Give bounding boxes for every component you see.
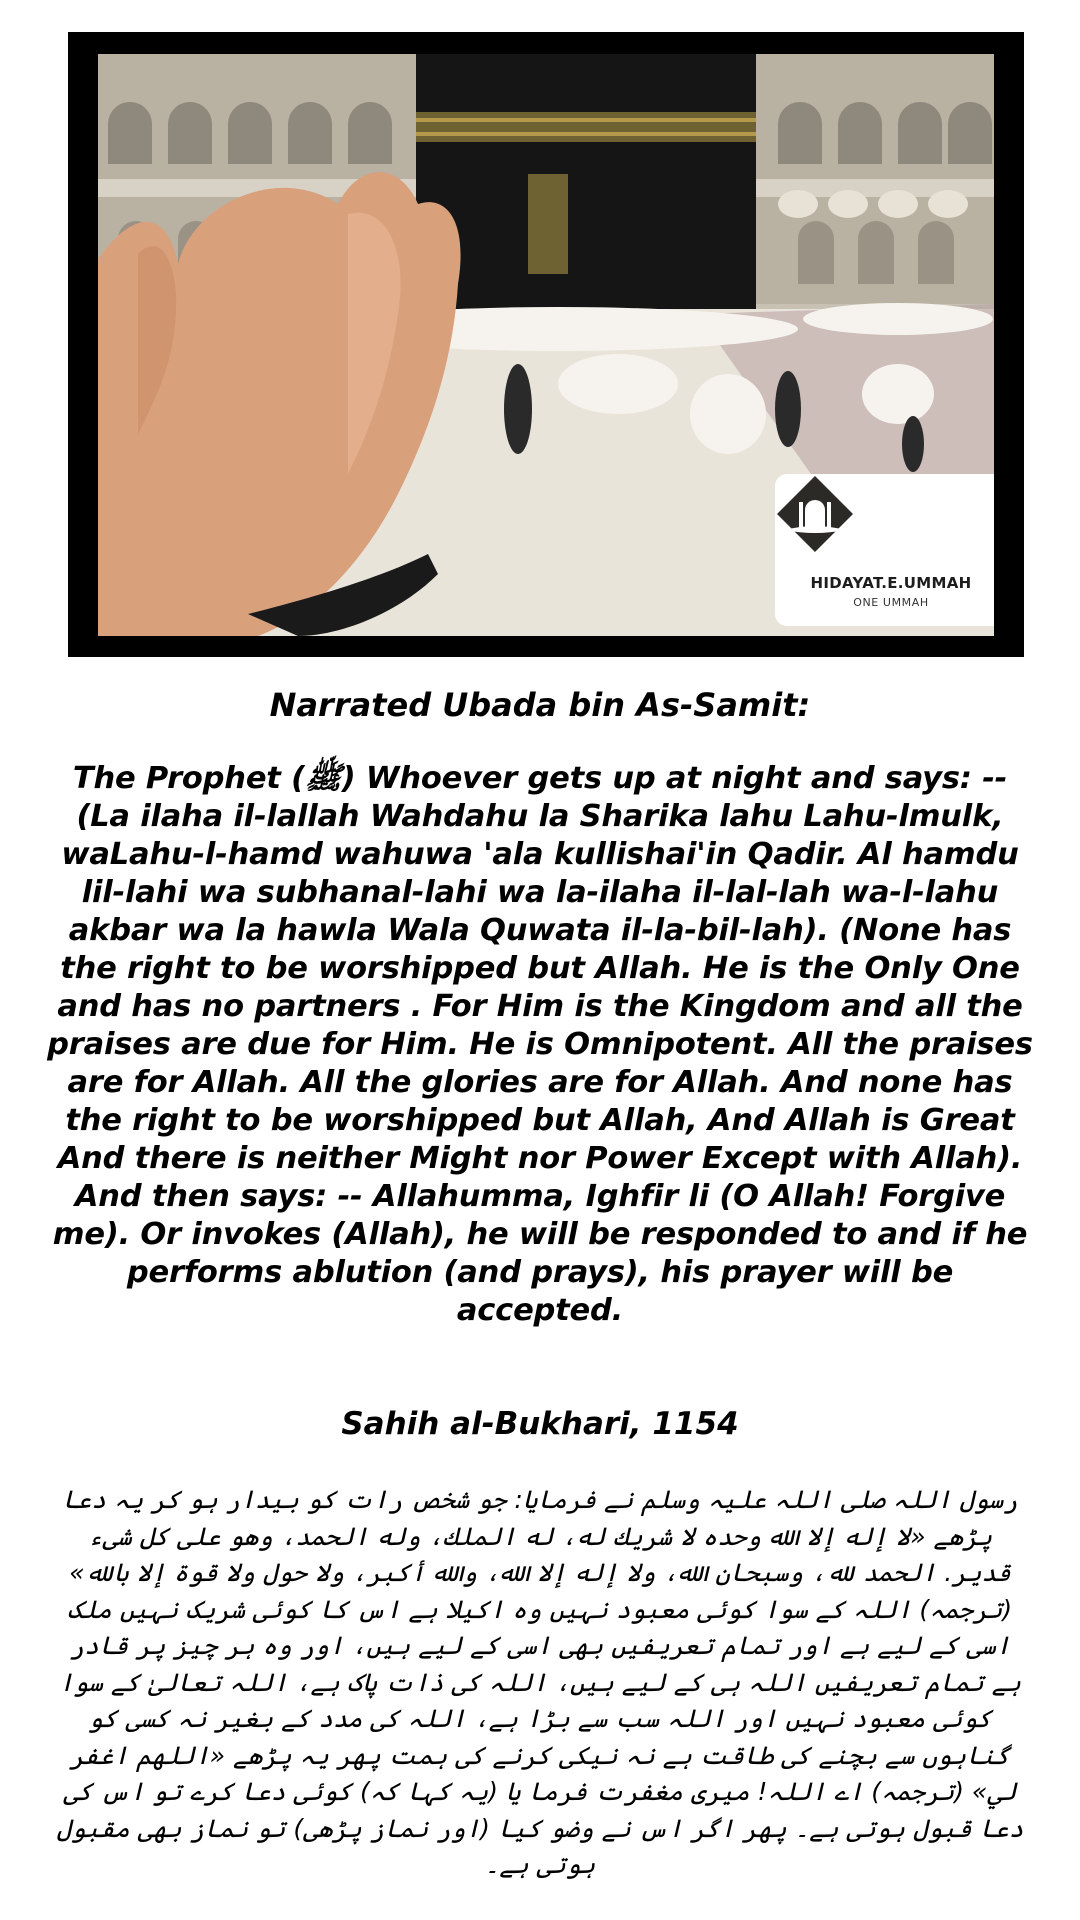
mosque-diamond-logo-icon — [775, 474, 855, 554]
header-photo-frame — [68, 32, 1024, 657]
praying-hands — [98, 172, 461, 636]
hadith-english-text: The Prophet (ﷺ) Whoever gets up at night and says: -- (La ilaha il-lallah Wahdahu la Sharika lahu Lahu-lmulk, waLahu-l-hamd wahuwa 'ala kullishai'in Qadir. Al hamdu lil-lahi wa subhanal-lahi wa la-ilaha il-lal-lah wa-l-lahu akbar wa la hawla Wala Quwata il-la-bil-lah). (None has the right to be worshipped but Allah. He is the Only One and has no partners . For Him is the Kingdom and all the praises are due for Him. He is Omnipotent. All the praises are for Allah. All the glories are for Allah. And none has the right to be worshipped but Allah, And Allah is Great And there is neither Might nor Power Except with Allah). And then says: -- Allahumma, Ighfir li (O Allah! Forgive me). Or invokes (Allah), he will be responded to and if he performs ablution (and prays), his prayer will be accepted. — [47, 761, 1033, 1328]
hadith-reference: Sahih al-Bukhari, 1154 — [341, 1406, 739, 1442]
kaaba-prayer-hands-photo — [98, 54, 994, 636]
logo-card — [775, 474, 994, 626]
kaaba-shape — [416, 54, 756, 309]
hadith-urdu-translation: رسول اللہ صلی اللہ علیہ وسلم نے فرمایا: جو شخص رات کو بیدار ہو کر یہ دعا پڑھے «لا إله إلا الله وحده لا شريك له، له الملك، وله الحمد، وهو على كل شىء قدير. الحمد لله، وسبحان الله، ولا إله إلا الله، والله أكبر، ولا حول ولا قوة إلا بالله» (ترجمہ) اللہ کے سوا کوئی معبود نہیں وہ اکیلا ہے اس کا کوئی شریک نہیں ملک اسی کے لیے ہے اور تمام تعریفیں بھی اسی کے لیے ہیں، اور وہ ہر چیز پر قادر ہے تمام تعریفیں اللہ ہی کے لیے ہیں، اللہ کی ذات پاک ہے، اللہ تعالیٰ کے سوا کوئی معبود نہیں اور اللہ سب سے بڑا ہے، اللہ کی مدد کے بغیر نہ کسی کو گناہوں سے بچنے کی طاقت ہے نہ نیکی کرنے کی ہمت پھر یہ پڑھے «اللهم اغفر لي» (ترجمہ) اے اللہ! میری مغفرت فرما یا (یہ کہا کہ) کوئی دعا کرے تو اس کی دعا قبول ہوتی ہے۔ پھر اگر اس نے وضو کیا (اور نماز پڑھی) تو نماز بھی مقبول ہوتی ہے۔ — [56, 1485, 1024, 1879]
narrator-heading: Narrated Ubada bin As-Samit: — [269, 686, 811, 724]
logo-name: HIDAYAT.E.UMMAH — [810, 574, 972, 592]
logo-tagline: ONE UMMAH — [853, 596, 929, 609]
